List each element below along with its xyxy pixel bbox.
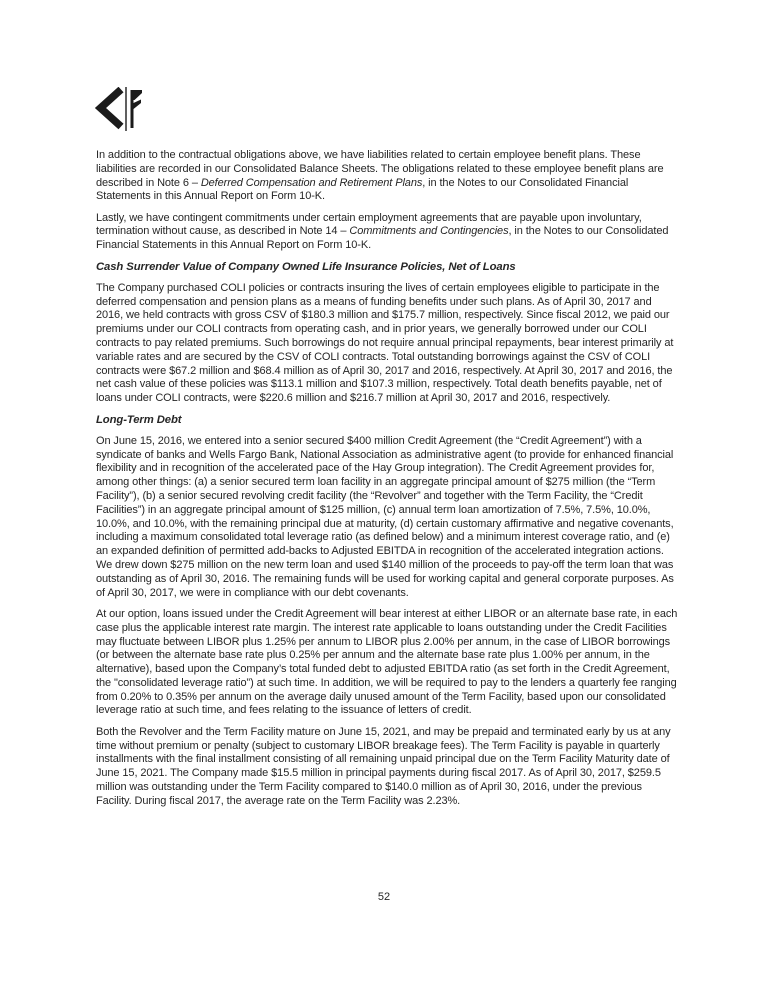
page-footer-page-number: 52 [377, 891, 391, 903]
section-heading-cash-surrender-value: Cash Surrender Value of Company Owned Life Insurance Policies, Net of Loans [96, 260, 516, 273]
text-run: , in the Notes to our Consolidated Financial Statements in this Annual Report on Form 10-K. [96, 176, 629, 203]
text-run: Lastly, we have contingent commitments under certain employment agreements that are payable upon involuntary, termination without cause, as described in Note 14 – [96, 211, 642, 238]
text-run-italic: Commitments and Contingencies [349, 225, 509, 238]
paragraph-benefit-plans [96, 149, 680, 204]
paragraph-credit-agreement: On June 15, 2016, we entered into a senior secured $400 million Credit Agreement (the “Credit Agreement”) with a syndicate of banks and Wells Fargo Bank, National Association as administrative agent (to provide for enhanced financial flexibility and in recognition of the accelerated pace of the Hay Group integration). The Credit Agreement provides for, among other things: (a) a senior secured term loan facility in an aggregate principal amount of $275 million (the “Term Facility”), (b) a senior secured revolving credit facility (the “Revolver” and together with the Term Facility, the “Credit Facilities”) in an aggregate principal amount of $125 million, (c) annual term loan amortization of 7.5%, 7.5%, 10.0%, 10.0%, and 10.0%, with the remaining principal due at maturity, (d) certain customary affirmative and negative covenants, including a maximum consolidated total leverage ratio (as defined below) and a minimum interest coverage ratio, and (e) an expanded definition of permitted add-backs to Adjusted EBITDA in recognition of the accelerated integration actions. We drew down $275 million on the new term loan and used $140 million of the proceeds to pay-off the term loan that was outstanding as of April 30, 2016. The remaining funds will be used for working capital and general corporate purposes. As of April 30, 2017, we were in compliance with our debt covenants. [96, 434, 674, 599]
section-heading-long-term-debt: Long-Term Debt [96, 413, 182, 426]
document-body [96, 149, 680, 816]
paragraph-interest-rates: At our option, loans issued under the Credit Agreement will bear interest at either LIBOR or an alternate base rate, in each case plus the applicable interest rate margin. The interest rate applicable to loans outstanding under the Credit Facilities may fluctuate between LIBOR plus 1.25% per annum to LIBOR plus 2.00% per annum, in the case of LIBOR borrowings (or between the alternate base rate plus 0.25% per annum and the alternate base rate plus 1.00% per annum, in the alternative), based upon the Company’s total funded debt to adjusted EBITDA ratio (as set forth in the Credit Agreement, the "consolidated leverage ratio”) at such time. In addition, we will be required to pay to the lenders a quarterly fee ranging from 0.20% to 0.35% per annum on the average daily unused amount of the Term Facility, based upon our consolidated leverage ratio at such time, and fees relating to the issuance of letters of credit. [96, 607, 678, 717]
paragraph-contingent-commitments [96, 212, 680, 253]
text-run: , in the Notes to our Consolidated Financial Statements in this Annual Report on Form 10-K. [96, 225, 669, 252]
paragraph-maturity: Both the Revolver and the Term Facility mature on June 15, 2021, and may be prepaid and terminated early by us at any time without premium or penalty (subject to customary LIBOR breakage fees). The Term Facility is payable in quarterly installments with the final installment consisting of all remaining unpaid principal due on the Term Facility Maturity date of June 15, 2021. The Company made $15.5 million in principal payments during fiscal 2017. As of April 30, 2017, $259.5 million was outstanding under the Term Facility compared to $140.0 million as of April 30, 2016, under the previous Facility. During fiscal 2017, the average rate on the Term Facility was 2.23%. [96, 725, 671, 807]
text-run-italic: Deferred Compensation and Retirement Plans [200, 176, 423, 189]
paragraph-coli: The Company purchased COLI policies or contracts insuring the lives of certain employees eligible to participate in the deferred compensation and pension plans as a means of funding benefits under such plans. As of April 30, 2017 and 2016, we held contracts with gross CSV of $180.3 million and $175.7 million, respectively. Since fiscal 2012, we paid our premiums under our COLI contracts from operating cash, and in prior years, we generally borrowed under our COLI contracts to pay related premiums. Such borrowings do not require annual principal repayments, bear interest primarily at variable rates and are secured by the CSV of COLI contracts. Total outstanding borrowings against the CSV of COLI contracts were $67.2 million and $68.4 million as of April 30, 2017 and 2016, respectively. At April 30, 2017 and 2016, the net cash value of these policies was $113.1 million and $107.3 million, respectively. Total death benefits payable, net of loans under COLI contracts, were $220.6 million and $216.7 million at April 30, 2017 and 2016, respectively. [96, 281, 674, 405]
text-run: In addition to the contractual obligations above, we have liabilities related to certain employee benefit plans. These liabilities are recorded in our Consolidated Balance Sheets. The obligations related to these employee benefit plans are described in Note 6 – [96, 149, 664, 189]
korn-ferry-logo-icon [95, 87, 143, 131]
